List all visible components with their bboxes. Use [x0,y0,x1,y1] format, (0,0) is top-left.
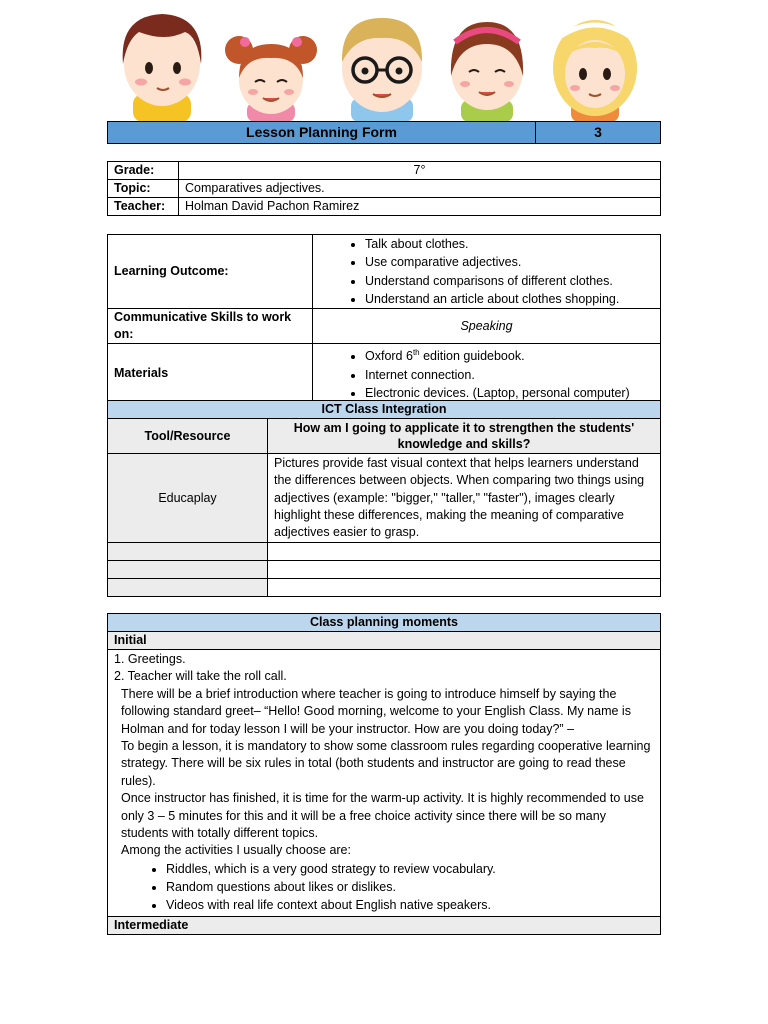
materials-list [313,344,660,402]
form-number: 3 [536,122,661,144]
list-item: • Use comparative adjectives. [365,253,660,271]
learning-outcome-label: Learning Outcome: [108,235,313,309]
children-banner-illustration [105,6,665,122]
child-4-illustration [451,22,523,122]
ict-title: ICT Class Integration [108,401,661,419]
paragraph: Once instructor has finished, it is time for the warm-up activity. It is highly recommended to use only 3 – 5 minutes for this and it will be a free choice activity since there will be so many students with totally different topics. [121,791,644,841]
empty-tool-cell [108,579,268,597]
topic-label: Topic: [108,180,179,198]
paragraph: To begin a lesson, it is mandatory to show some classroom rules regarding cooperative learning strategy. There will be six rules in total (both students and instructor are going to read these rules). [121,739,651,788]
intermediate-label: Intermediate [108,916,661,934]
step-line: 1. Greetings. [114,652,186,666]
header-table [107,121,661,144]
info-table [107,161,661,216]
empty-tool-cell [108,561,268,579]
ict-table [107,400,661,597]
paragraph: Among the activities I usually choose are: [121,843,351,858]
application-column-header: How am I going to applicate it to strengthen the students' knowledge and skills? [268,419,661,454]
list-item: • Riddles, which is a very good strategy to review vocabulary. [166,860,654,878]
child-2-illustration [225,36,317,122]
child-5-illustration [553,20,637,122]
initial-label: Initial [108,632,661,650]
learning-outcome-list [313,235,660,308]
topic-value: Comparatives adjectives. [179,180,661,198]
list-item: • Electronic devices. (Laptop, personal computer) [365,384,660,402]
activities-list [114,860,654,915]
child-3-illustration [342,18,422,122]
list-item: • Random questions about likes or dislikes. [166,878,654,896]
tool-column-header: Tool/Resource [108,419,268,454]
form-title: Lesson Planning Form [108,122,536,144]
empty-description-cell [268,561,661,579]
step-line: 2. Teacher will take the roll call. [114,669,287,684]
empty-description-cell [268,543,661,561]
grade-label: Grade: [108,162,179,180]
list-item: • Internet connection. [365,366,660,384]
planning-title: Class planning moments [108,614,661,632]
grade-value: 7° [179,162,661,180]
empty-tool-cell [108,543,268,561]
list-item: • Talk about clothes. [365,235,660,253]
skills-value: Speaking [313,309,661,344]
list-item: • Videos with real life context about English native speakers. [166,896,654,914]
paragraph: There will be a brief introduction where teacher is going to introduce himself by saying the following standard greet– “Hello! Good morning, welcome to your English Class. My name is Holman and for today lesson I will be your instructor. How are you doing today?” – [121,686,631,736]
outcome-table [107,234,661,403]
materials-label: Materials [108,344,313,403]
list-item: • Oxford 6th edition guidebook. [365,344,660,365]
teacher-value: Holman David Pachon Ramirez [179,198,661,216]
initial-content [108,650,661,917]
tool-description: Pictures provide fast visual context that helps learners understand the differences between objects. When comparing two things using adjectives (example: "bigger," "taller," "faster"), images clearly highlight these differences, making the meaning of comparative adjectives easier to grasp. [268,454,661,543]
skills-label: Communicative Skills to work on: [108,309,313,344]
planning-table [107,613,661,935]
tool-name: Educaplay [108,454,268,543]
child-1-illustration [123,14,202,122]
list-item: • Understand an article about clothes shopping. [365,290,660,308]
empty-description-cell [268,579,661,597]
teacher-label: Teacher: [108,198,179,216]
list-item: • Understand comparisons of different clothes. [365,272,660,290]
